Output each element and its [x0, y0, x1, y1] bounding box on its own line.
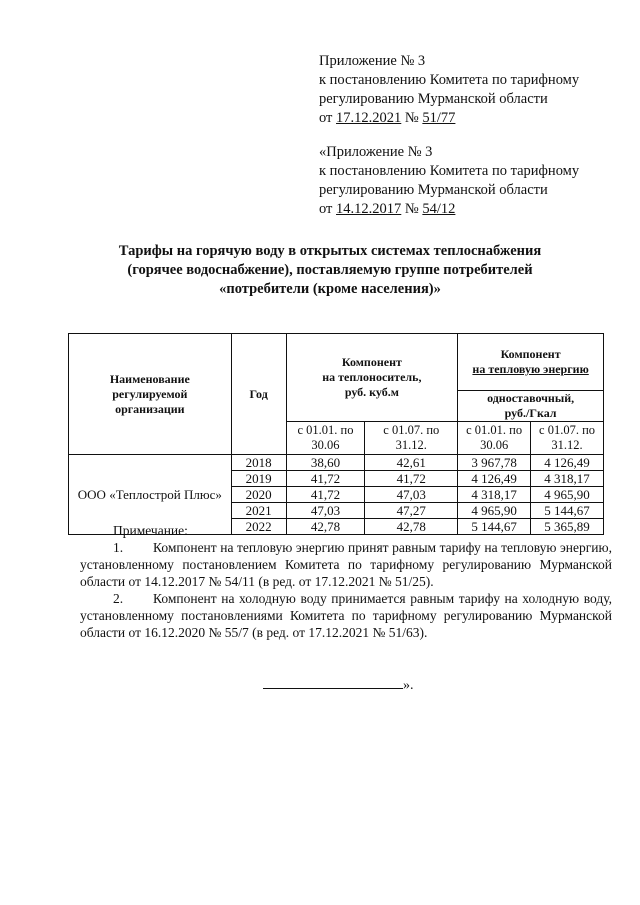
appendix-header-original [319, 143, 579, 219]
note-item [80, 539, 612, 590]
energy-value: 4 965,90 [531, 487, 604, 503]
table-row [69, 455, 604, 471]
header-year: Год [231, 334, 286, 455]
energy-value: 5 365,89 [531, 519, 604, 535]
number-prefix: № [401, 201, 423, 217]
appendix-date-line [319, 200, 579, 219]
notes-heading: Примечание: [113, 523, 188, 538]
signature-underline [263, 676, 403, 689]
energy-value: 5 144,67 [531, 503, 604, 519]
number-prefix: № [401, 110, 423, 126]
appendix-title: «Приложение № 3 [319, 144, 433, 160]
carrier-value: 38,60 [286, 455, 365, 471]
note-number: 1. [113, 540, 124, 555]
year-cell: 2021 [231, 503, 286, 519]
energy-value: 3 967,78 [458, 455, 531, 471]
appendix-date: 14.12.2017 [336, 201, 402, 217]
energy-value: 4 965,90 [458, 503, 531, 519]
appendix-line: к постановлению Комитета по тарифному [319, 72, 580, 88]
tariff-table [68, 333, 604, 535]
header-organization: Наименование регулируемой организации [69, 334, 232, 455]
carrier-value: 41,72 [286, 471, 365, 487]
appendix-line: регулированию Мурманской области [319, 182, 548, 198]
carrier-value: 42,78 [365, 519, 458, 535]
appendix-line: регулированию Мурманской области [319, 91, 548, 107]
header-energy-rate: одноставочный, руб./Гкал [458, 391, 604, 422]
energy-value: 4 126,49 [531, 455, 604, 471]
organization-name: ООО «Теплострой Плюс» [69, 455, 232, 535]
header-carrier-component: Компонент на теплоноситель, руб. куб.м [286, 334, 458, 422]
appendix-number: 51/77 [422, 110, 456, 126]
date-prefix: от [319, 201, 337, 217]
carrier-value: 42,61 [365, 455, 458, 471]
carrier-value: 41,72 [286, 487, 365, 503]
carrier-value: 47,03 [365, 487, 458, 503]
date-prefix: от [319, 110, 337, 126]
appendix-header-current [319, 52, 579, 128]
energy-value: 5 144,67 [458, 519, 531, 535]
energy-value: 4 126,49 [458, 471, 531, 487]
header-period: с 01.07. по 31.12. [531, 422, 604, 455]
year-cell: 2022 [231, 519, 286, 535]
carrier-value: 41,72 [365, 471, 458, 487]
closing-quote: ». [403, 678, 414, 693]
year-cell: 2020 [231, 487, 286, 503]
appendix-date-line [319, 109, 579, 128]
document-title [80, 242, 580, 299]
note-item [80, 590, 612, 641]
note-text: Компонент на тепловую энергию принят равным тарифу на тепловую энергию, установленному постановлением Комитета по тарифному регулированию Мурманской области от 14.12.2017 № 54/11 (в ред. от 17.12.2021 № 51/25). [80, 540, 612, 589]
header-period: с 01.07. по 31.12. [365, 422, 458, 455]
title-line: Тарифы на горячую воду в открытых системах теплоснабжения [118, 243, 542, 259]
header-period: с 01.01. по 30.06 [286, 422, 365, 455]
carrier-value: 42,78 [286, 519, 365, 535]
appendix-date: 17.12.2021 [336, 110, 402, 126]
title-line: (горячее водоснабжение), поставляемую группе потребителей [127, 262, 533, 278]
appendix-line: к постановлению Комитета по тарифному [319, 163, 580, 179]
year-cell: 2018 [231, 455, 286, 471]
year-cell: 2019 [231, 471, 286, 487]
carrier-value: 47,03 [286, 503, 365, 519]
title-line: «потребители (кроме населения)» [219, 281, 441, 297]
energy-value: 4 318,17 [531, 471, 604, 487]
appendix-number: 54/12 [422, 201, 456, 217]
note-number: 2. [113, 591, 124, 606]
energy-value: 4 318,17 [458, 487, 531, 503]
carrier-value: 47,27 [365, 503, 458, 519]
notes-section [80, 522, 612, 641]
header-period: с 01.01. по 30.06 [458, 422, 531, 455]
closing-line [263, 676, 414, 694]
appendix-title: Приложение № 3 [319, 53, 426, 69]
header-energy-component: Компонент на тепловую энергию [458, 334, 604, 391]
note-text: Компонент на холодную воду принимается равным тарифу на холодную воду, установленному постановлениями Комитета по тарифному регулированию Мурманской области от 16.12.2020 № 55/7 (в ред. от 17.12.2021 № 51/63). [80, 591, 612, 640]
